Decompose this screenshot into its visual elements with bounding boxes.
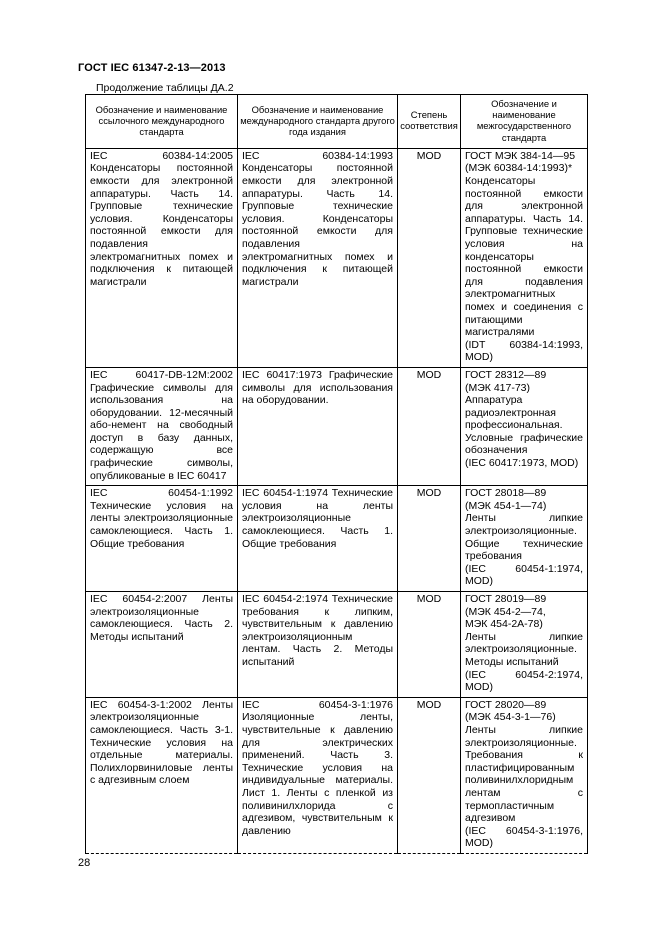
cell-reference: IEC 60417-DB-12M:2002 Графические символы для использования на оборудовании. 12-месячный або-немент на свободный доступ в базу данных, содержащую все графические символы, опубликованые в IEC 60417 (86, 367, 238, 485)
cell-other-edition: IEC 60417:1973 Графические символы для использования на оборудовании. (238, 367, 398, 485)
column-header-other-edition: Обозначение и наименование международного стандарта другого года издания (238, 95, 398, 149)
cell-other-edition: IEC 60454-2:1974 Технические требования к липким, чувствительным к давлению электроизоляционным лентам. Часть 2. Методы испытаний (238, 592, 398, 698)
standards-table (85, 94, 588, 854)
table-caption: Продолжение таблицы ДА.2 (96, 82, 234, 94)
cell-other-edition: IEC 60454-1:1974 Технические условия на ленты электроизоляционные самоклеющиеся. Часть 1. Общие требования (238, 486, 398, 592)
table-row (86, 697, 588, 853)
cell-reference: IEC 60454-2:2007 Ленты электроизоляционные самоклеющиеся. Часть 2. Методы испытаний (86, 592, 238, 698)
interstate-equivalence: (IEC 60454-3-1:1976, MOD) (465, 824, 583, 850)
cell-degree: MOD (398, 486, 461, 592)
interstate-iec-ref: (МЭК 454-1—74) (465, 499, 547, 512)
interstate-title: Аппаратура радиоэлектронная профессиональная. Условные графические обозначения (465, 394, 583, 457)
interstate-code: ГОСТ 28018—89 (465, 487, 547, 500)
cell-degree: MOD (398, 367, 461, 485)
page-number: 28 (78, 857, 91, 869)
cell-other-edition: IEC 60454-3-1:1976 Изоляционные ленты, чувствительные к давлению для электрических применений. Часть 3. Технические условия на индивидуальные материалы. Лист 1. Ленты с пленкой из поливинилхлорида с адгезивом, чувствительным к давлению (238, 697, 398, 853)
interstate-iec-ref: (МЭК 454-2—74, (465, 605, 546, 618)
interstate-equivalence: (IDT 60384-14:1993, MOD) (465, 338, 583, 364)
interstate-title: Ленты липкие электроизоляционные. Общие технические требования (465, 512, 583, 563)
cell-other-edition: IEC 60384-14:1993 Конденсаторы постоянной емкости для электронной аппаратуры. Часть 14. Групповые технические условия. Конденсаторы постоянной емкости для подавления электромагнитных помех и подключения к питающей магистрали (238, 148, 398, 367)
interstate-title: Ленты липкие электроизоляционные. Требования к пластифицированным поливинилхлоридным лентам с термопластичным адгезивом (465, 723, 583, 825)
cell-interstate (461, 367, 588, 485)
document-header: ГОСТ IEC 61347-2-13—2013 (78, 62, 226, 74)
cell-degree: MOD (398, 697, 461, 853)
column-header-reference: Обозначение и наименование ссылочного международного стандарта (86, 95, 238, 149)
cell-reference: IEC 60454-1:1992 Технические условия на ленты электроизоляционные самоклеющиеся. Часть 1. Общие требования (86, 486, 238, 592)
interstate-code: ГОСТ МЭК 384-14—95 (465, 149, 576, 162)
interstate-iec-ref: МЭК 454-2А-78) (465, 618, 543, 631)
column-header-interstate: Обозначение и наименование межгосударственного стандарта (461, 95, 588, 149)
cell-degree: MOD (398, 148, 461, 367)
table-row (86, 367, 588, 485)
cell-interstate (461, 486, 588, 592)
table-row (86, 592, 588, 698)
cell-degree: MOD (398, 592, 461, 698)
interstate-equivalence: (IEC 60454-2:1974, MOD) (465, 668, 583, 694)
interstate-code: ГОСТ 28312—89 (465, 368, 547, 381)
table-row (86, 486, 588, 592)
interstate-code: ГОСТ 28020—89 (465, 698, 547, 711)
cell-interstate (461, 148, 588, 367)
cell-interstate (461, 697, 588, 853)
table-row (86, 148, 588, 367)
interstate-iec-ref: (МЭК 60384-14:1993)* (465, 162, 573, 175)
column-header-degree: Степень соответствия (398, 95, 461, 149)
interstate-code: ГОСТ 28019—89 (465, 593, 547, 605)
interstate-equivalence: (IEC 60417:1973, MOD) (465, 457, 579, 470)
cell-interstate (461, 592, 588, 698)
cell-reference: IEC 60384-14:2005 Конденсаторы постоянной емкости для электронной аппаратуры. Часть 14. Групповые технические условия. Конденсаторы постоянной емкости для подавления электромагнитных помех и подключения к питающей магистрали (86, 148, 238, 367)
cell-reference: IEC 60454-3-1:2002 Ленты электроизоляционные самоклеющиеся. Часть 3-1. Технические условия на отдельные материалы. Полихлорвиниловые ленты с адгезивным слоем (86, 697, 238, 853)
interstate-iec-ref: (МЭК 417-73) (465, 381, 531, 394)
interstate-title: Конденсаторы постоянной емкости для электронной аппаратуры. Часть 14. Групповые технические условия на конденсаторы постоянной емкости для подавления электромагнитных помех и соединения с питающими магистралями (465, 175, 583, 339)
interstate-title: Ленты липкие электроизоляционные. Методы испытаний (465, 630, 583, 668)
interstate-iec-ref: (МЭК 454-3-1—76) (465, 711, 556, 724)
interstate-equivalence: (IEC 60454-1:1974, MOD) (465, 562, 583, 588)
table-header-row (86, 95, 588, 149)
